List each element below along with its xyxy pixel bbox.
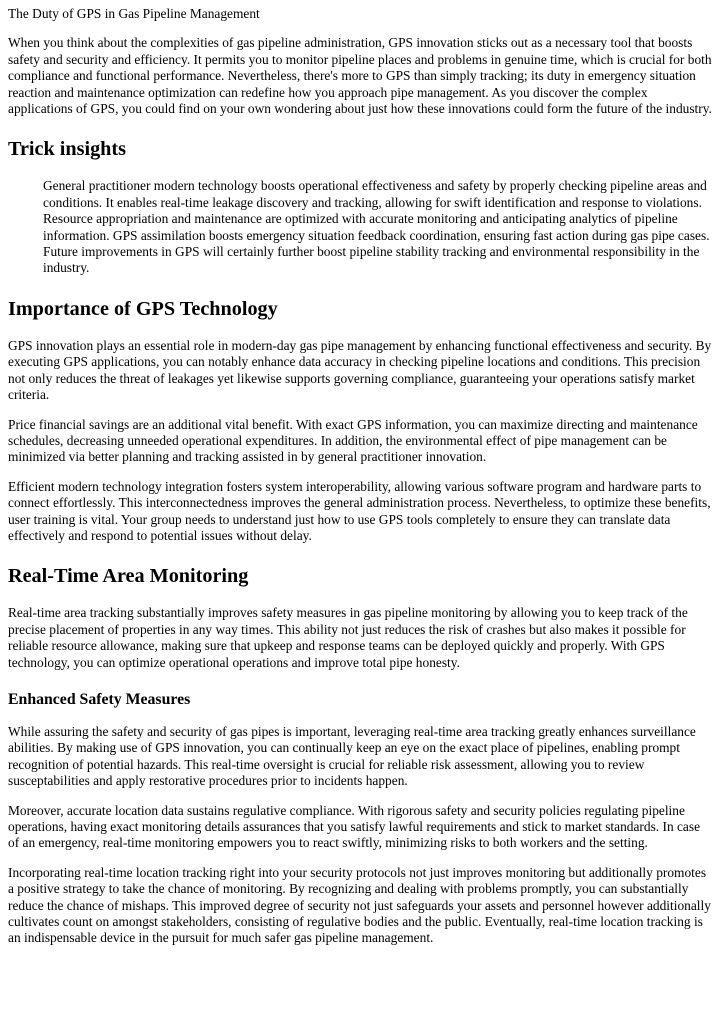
safety-paragraph: Moreover, accurate location data sustains regulative compliance. With rigorous safety and security policies regulating pipeline operations, having exact monitoring details assurances that you satisfy lawful requirements and stick to market standards. In case of an emergency, real-time monitoring empowers you to react swiftly, minimizing risks to both workers and the setting. xyxy=(8,802,701,851)
importance-paragraph: Price financial savings are an additional vital benefit. With exact GPS information, you can maximize directing and maintenance schedules, decreasing unneeded operational expenditures. In addition, the environmental effect of pipe management can be minimized via better planning and tracking assisted in by general practitioner innovation. xyxy=(8,416,698,465)
importance-paragraph: Efficient modern technology integration fosters system interoperability, allowing various software program and hardware parts to connect effortlessly. This interconnectedness improves the general administration process. Nevertheless, to optimize these benefits, user training is vital. Your group needs to understand just how to use GPS tools completely to ensure they can translate data effectively and respond to potential issues without delay. xyxy=(8,478,711,543)
heading-enhanced-safety: Enhanced Safety Measures xyxy=(8,690,191,708)
safety-paragraph: Incorporating real-time location tracking right into your security protocols not just improves monitoring but additionally promotes a positive strategy to take the chance of monitoring. By recognizing and dealing with problems promptly, you can substantially reduce the chance of mishaps. This improved degree of security not just safeguards your assets and personnel however additionally cultivates count on amongst stakeholders, consisting of regulative bodies and the public. Eventually, real-time location tracking is an indispensable device in the pursuit for much safer gas pipeline management. xyxy=(8,864,711,946)
key-insights-quote: General practitioner modern technology boosts operational effectiveness and safety by properly checking pipeline areas and conditions. It enables real-time leakage discovery and tracking, allowing for swift identification and response to violations. Resource appropriation and maintenance are optimized with accurate monitoring and anticipating analytics of pipeline information. GPS assimilation boosts emergency situation feedback coordination, ensuring fast action during gas pipe cases. Future improvements in GPS will certainly further boost pipeline stability tracking and environmental responsibility in the industry. xyxy=(43,178,710,276)
heading-key-insights: Trick insights xyxy=(8,138,126,161)
importance-paragraph: GPS innovation plays an essential role in modern-day gas pipe management by enhancing functional effectiveness and security. By executing GPS applications, you can notably enhance data accuracy in checking pipeline locations and conditions. This precision not only reduces the threat of leakages yet likewise supports governing compliance, guaranteeing your operations satisfy market criteria. xyxy=(8,337,712,403)
heading-importance: Importance of GPS Technology xyxy=(8,297,278,320)
document-title: The Duty of GPS in Gas Pipeline Management xyxy=(8,6,260,21)
safety-paragraph: While assuring the safety and security of gas pipes is important, leveraging real-time area tracking greatly enhances surveillance abilities. By making use of GPS innovation, you can continually keep an eye on the exact place of pipelines, enabling prompt recognition of potential hazards. This real-time oversight is crucial for reliable risk assessment, allowing you to review susceptabilities and apply restorative procedures prior to incidents happen. xyxy=(8,723,696,789)
realtime-paragraph: Real-time area tracking substantially improves safety measures in gas pipeline monitoring by allowing you to keep track of the precise placement of properties in any way times. This ability not just reduces the risk of crashes but also makes it possible for reliable resource allowance, making sure that upkeep and response teams can be deployed quickly and properly. With GPS technology, you can optimize operational operations and improve total pipe honesty. xyxy=(8,605,688,670)
heading-realtime-monitoring: Real-Time Area Monitoring xyxy=(8,565,249,588)
intro-paragraph: When you think about the complexities of gas pipeline administration, GPS innovation sticks out as a necessary tool that boosts safety and security and efficiency. It permits you to monitor pipeline places and problems in genuine time, which is crucial for both compliance and functional performance. Nevertheless, there's more to GPS than simply tracking; its duty in emergency situation reaction and maintenance optimization can redefine how you approach pipe management. As you discover the complex applications of GPS, you could find on your own wondering about just how these innovations could form the future of the industry. xyxy=(8,35,712,117)
